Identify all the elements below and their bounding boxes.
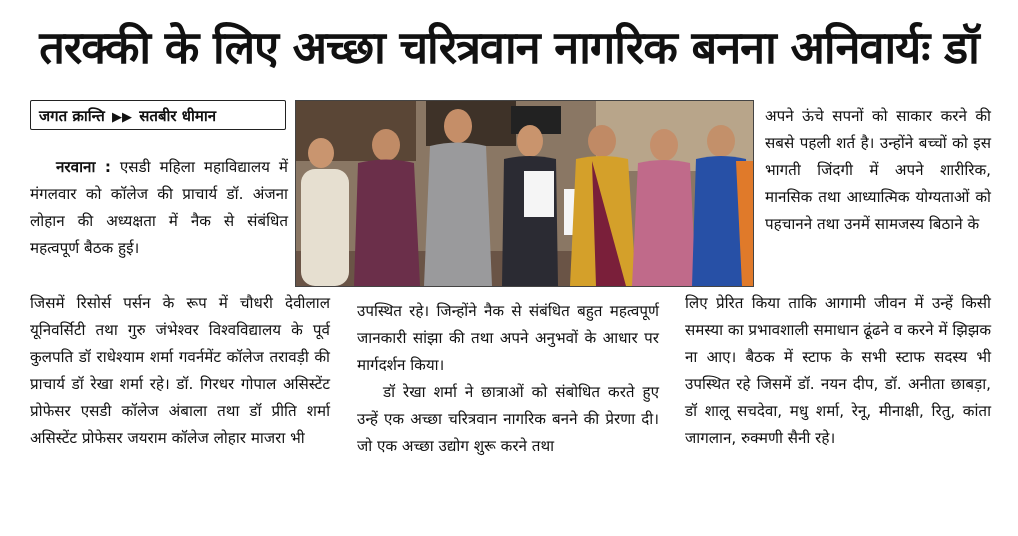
article-text-2a: उपस्थित रहे। जिन्होंने नैक से संबंधित बहुत महत्वपूर्ण जानकारी सांझा की तथा अपने अनुभवों के आधार पर मार्गदर्शन किया। [357,302,659,374]
byline [30,100,286,130]
article-text-1a: एसडी महिला महाविद्यालय में मंगलवार को कॉलेज की प्राचार्य डॉ. अंजना लोहान की अध्यक्षता में नैक से संबंधित महत्वपूर्ण बैठक हुई। [30,158,289,257]
article-column-3-bottom [685,290,991,452]
article-column-3-top [765,103,991,238]
article-text-3b: लिए प्रेरित किया ताकि आगामी जीवन में उन्हें किसी समस्या का प्रभावशाली समाधान ढूंढने व करने में झिझक ना आए। बैठक में स्टाफ के सभी स्टाफ सदस्य भी उपस्थित रहे जिसमें डॉ. नयन दीप, डॉ. अनीता छाबड़ा, डॉ शालू सचदेवा, मधु शर्मा, रेनू, मीनाक्षी, रितु, कांता जागलान, रुक्मणी सैनी रहे। [685,294,991,447]
article-text-1b: जिसमें रिसोर्स पर्सन के रूप में चौधरी देवीलाल यूनिवर्सिटी तथा गुरु जंभेश्वर विश्वविद्यालय के पूर्व कुलपति डॉ राधेश्याम शर्मा गवर्नमेंट कॉलेज तरावड़ी की प्राचार्य डॉ रेखा शर्मा रहे। डॉ. गिरधर गोपाल असिस्टेंट प्रोफेसर एसडी कॉलेज अंबाला तथा डॉ प्रीति शर्मा असिस्टेंट प्रोफेसर जयराम कॉलेज लोहार माजरा भी [30,294,330,447]
double-arrow-icon: ▶▶ [112,110,133,125]
article-column-1-top [30,154,288,262]
dateline: नरवाना : [56,158,111,176]
group-photo-illustration [296,101,753,286]
article-column-2 [357,298,659,460]
byline-source: जगत क्रान्ति [39,107,105,125]
article-text-3a: अपने ऊंचे सपनों को साकार करने की सबसे पहली शर्त है। उन्होंने बच्चों को इस भागती जिंदगी में अपने शारीरिक, मानसिक तथा आध्यात्मिक योग्यताओं को पहचानने तथा उनमें सामजस्य बिठाने के [765,107,991,233]
article-text-2b: डॉ रेखा शर्मा ने छात्राओं को संबोधित करते हुए उन्हें एक अच्छा चरित्रवान नागरिक बनने की प्रेरणा दी। जो एक अच्छा उद्योग शुरू करने तथा [357,383,659,455]
news-photo [295,100,754,287]
article-column-1-bottom [30,290,330,452]
headline: तरक्की के लिए अच्छा चरित्रवान नागरिक बनना अनिवार्यः डॉ [39,21,979,74]
byline-author: सतबीर धीमान [139,107,217,125]
